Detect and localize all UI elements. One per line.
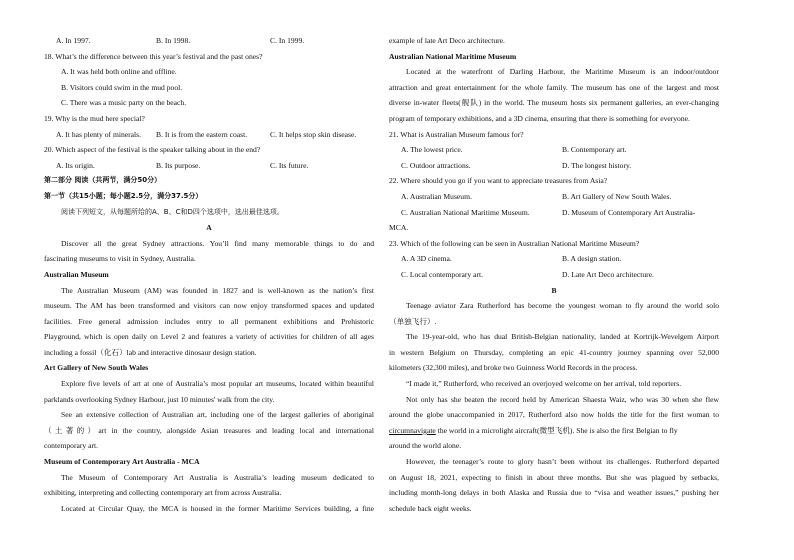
- b-line-1: Teenage aviator Zara Rutherford has become the youngest woman to fly around the world solo: [406, 301, 719, 311]
- q22-options-ab: [389, 189, 719, 205]
- option-c: C. Australian National Maritime Museum.: [401, 207, 530, 217]
- heading-maritime-museum: Australian National Maritime Museum: [389, 51, 517, 61]
- b-line-6: “I made it,” Rutherford, who received an overjoyed welcome on her arrival, told reporters.: [406, 379, 682, 389]
- mca-line-4: example of late Art Deco architecture.: [389, 36, 505, 45]
- b-line-9-text: the world in a microlight aircraft(微型飞机). She is also the first Belgian to fly: [435, 425, 678, 435]
- am-line-4: Playground, which is open daily on Level 2 and features a variety of activities for children of all ages: [44, 332, 374, 342]
- q18-option-c: C. There was a music party on the beach.: [61, 98, 187, 108]
- option-c: C. Its future.: [270, 160, 309, 170]
- q21-options-cd: [389, 158, 719, 174]
- heading-australian-museum: Australian Museum: [44, 269, 109, 279]
- heading-mca: Museum of Contemporary Art Australia - MCA: [44, 457, 200, 467]
- am-line-1: The Australian Museum (AM) was founded in 1827 and is well-known as the nation’s first: [61, 285, 374, 295]
- part-heading: 第二部分 阅读（共两节，满分50分）: [44, 176, 162, 185]
- passage-label-b: B: [551, 285, 557, 295]
- option-b: B. Art Gallery of New South Wales.: [562, 191, 672, 201]
- option-a: A. In 1997.: [56, 36, 91, 45]
- underlined-word: circumnavigate: [389, 425, 436, 435]
- q18-option-a: A. It was held both online and offline.: [61, 67, 177, 77]
- q22-options-cd: [389, 205, 719, 221]
- q23-options-ab: [389, 251, 719, 267]
- am-line-5: including a fossil（化石）lab and interactive dinosaur design station.: [44, 347, 257, 357]
- right-column: [389, 33, 719, 516]
- q22-option-d-continued: MCA.: [389, 223, 409, 233]
- b-line-10: around the world alone.: [389, 441, 462, 451]
- mca-line-2: exhibiting, interpreting and collecting contemporary art from across Australia.: [44, 488, 282, 498]
- anmm-line-4: program of temporary exhibitions, and a 3D cinema, ensuring that there is something for everyone.: [389, 113, 690, 123]
- question-23: 23. Which of the following can be seen in Australian National Maritime Museum?: [389, 238, 640, 248]
- intro-line-2: fascinating museums to visit in Sydney, Australia.: [44, 254, 196, 264]
- option-a: A. Australian Museum.: [401, 191, 472, 201]
- am-line-2: museum. The AM has been transformed and visitors can now enjoy transformed spaces and updated: [44, 301, 374, 311]
- question-18: 18. What’s the difference between this year’s festival and the past ones?: [44, 51, 263, 61]
- question-19: 19. Why is the mud here special?: [44, 113, 145, 123]
- option-d: D. Late Art Deco architecture.: [562, 269, 654, 279]
- b-line-11: However, the teenager’s route to glory hasn’t been without its challenges. Rutherford departed: [406, 457, 719, 467]
- anmm-line-1: Located at the waterfront of Darling Harbour, the Maritime Museum is an indoor/outdoor: [406, 67, 719, 77]
- ag-line-5: contemporary art.: [44, 441, 98, 451]
- mca-line-1: The Museum of Contemporary Art Australia is Australia’s leading museum dedicated to: [61, 472, 374, 482]
- left-column: [44, 33, 374, 516]
- option-c: C. Local contemporary art.: [401, 269, 484, 279]
- b-line-14: schedule back eight weeks.: [389, 503, 472, 513]
- q23-options-cd: [389, 267, 719, 283]
- question-22: 22. Where should you go if you want to appreciate treasures from Asia?: [389, 176, 608, 186]
- b-line-7: Not only has she beaten the record held by American Shaesta Waiz, who was 30 when she flew: [406, 394, 719, 404]
- option-c: C. In 1999.: [270, 36, 305, 45]
- ag-line-1: Explore five levels of art at one of Australia’s most popular art museums, located within beautiful: [61, 379, 374, 389]
- b-line-13: including month-long delays in both Alaska and Russia due to “visa and weather issues,” pushing her: [389, 488, 719, 498]
- anmm-line-3: diverse in-water fleets(舰队) in the world. The museum hosts six permanent galleries, an ever-changing: [389, 98, 719, 108]
- option-c: C. It helps stop skin disease.: [270, 129, 357, 139]
- option-b: B. In 1998.: [156, 36, 191, 45]
- ag-line-2: parklands overlooking Sydney Harbour, just 10 minutes' walk from the city.: [44, 394, 275, 404]
- option-b: B. It is from the eastern coast.: [156, 129, 248, 139]
- option-b: B. A design station.: [562, 254, 622, 264]
- b-line-3: The 19-year-old, who has dual British-Belgian nationality, landed at Kortrijk-Wevelgem Airport: [406, 332, 719, 342]
- b-line-2: （单独飞行）.: [389, 316, 437, 326]
- b-line-4: in western Belgium on Thursday, completing an epic 41-country journey spanning over 52,000: [389, 347, 719, 357]
- option-d: D. Museum of Contemporary Art Australia-: [562, 207, 696, 217]
- option-a: A. A 3D cinema.: [401, 254, 452, 264]
- passage-label-a: A: [206, 223, 212, 233]
- am-line-3: facilities. Free general admission includes entry to all permanent exhibitions and Prehistoric: [44, 316, 374, 326]
- q17-options: [44, 33, 374, 49]
- option-a: A. It has plenty of minerals.: [56, 129, 141, 139]
- heading-art-gallery: Art Gallery of New South Wales: [44, 363, 149, 373]
- anmm-line-2: attraction and great entertainment for the whole family. The museum has one of the largest and most: [389, 82, 719, 92]
- b-line-9: [389, 423, 719, 439]
- ag-line-4: （土著的）art in the country, alongside Asian treasures and leading local and international: [44, 425, 374, 435]
- option-b: B. Contemporary art.: [562, 145, 627, 155]
- ag-line-3: See an extensive collection of Australian art, including one of the largest galleries of aboriginal: [61, 410, 374, 420]
- b-line-5: kilometers (32,300 miles), and broke two Guinness World Records in the process.: [389, 363, 638, 373]
- mca-line-3: Located at Circular Quay, the MCA is housed in the former Maritime Services building, a fine: [61, 503, 374, 513]
- option-a: A. The lowest price.: [401, 145, 463, 155]
- instructions: 阅读下列短文，从每题所给的A、B、C和D四个选项中，选出最佳选项。: [61, 207, 284, 216]
- section-heading: 第一节（共15小题；每小题2.5分，满分37.5分）: [44, 191, 203, 200]
- intro-line-1: Discover all the great Sydney attractions. You’ll find many memorable things to do and: [61, 238, 374, 248]
- option-d: D. The longest history.: [562, 160, 632, 170]
- q20-options: [44, 158, 374, 174]
- b-line-12: on August 18, 2021, expecting to finish in about three months. But she was plagued by setbacks,: [389, 472, 719, 482]
- option-c: C. Outdoor attractions.: [401, 160, 471, 170]
- b-line-8: around the globe unaccompanied in 2017, Rutherford also now holds the title for the first woman to: [389, 410, 719, 420]
- q19-options: [44, 127, 374, 143]
- question-21: 21. What is Australian Museum famous for?: [389, 129, 524, 139]
- question-20: 20. Which aspect of the festival is the speaker talking about in the end?: [44, 145, 261, 155]
- q21-options-ab: [389, 142, 719, 158]
- q18-option-b: B. Visitors could swim in the mud pool.: [61, 82, 183, 92]
- option-a: A. Its origin.: [56, 160, 95, 170]
- option-b: B. Its purpose.: [156, 160, 201, 170]
